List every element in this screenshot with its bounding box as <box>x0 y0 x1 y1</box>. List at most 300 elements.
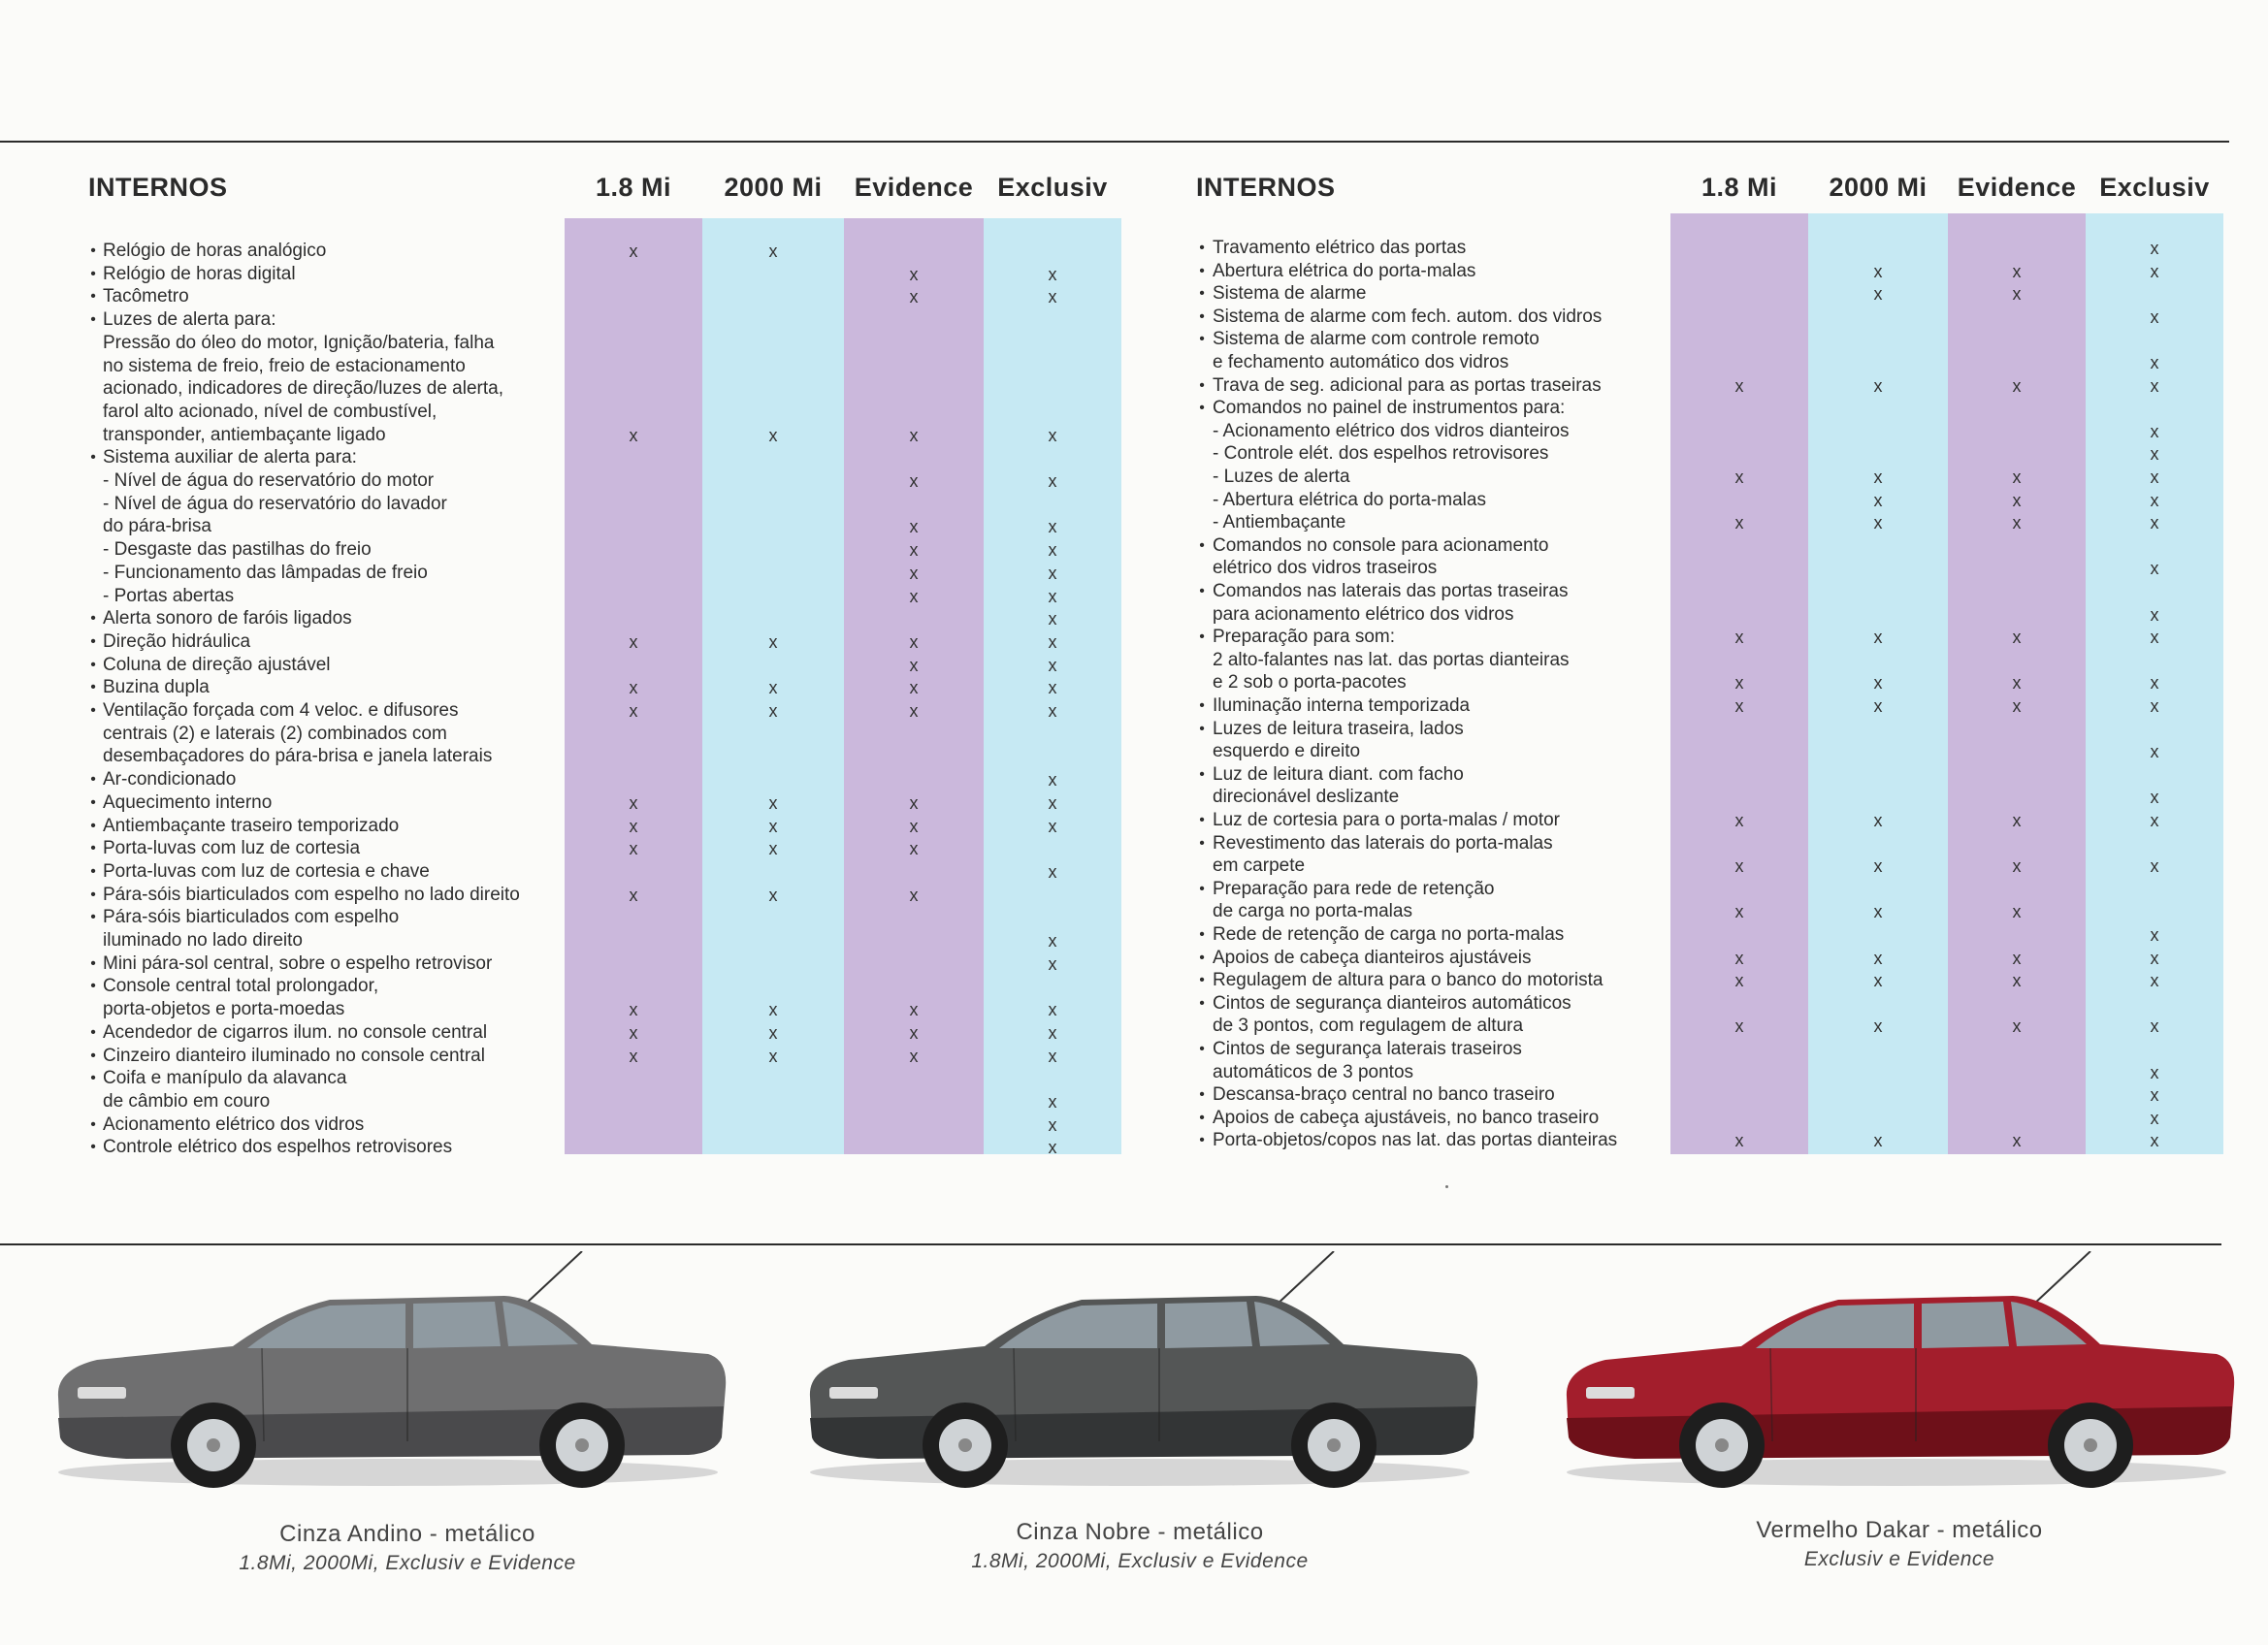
availability-mark: x <box>2012 1131 2022 1151</box>
availability-mark: x <box>1734 468 1744 487</box>
feature-label: Sistema de alarme com controle remoto <box>1213 329 1539 350</box>
bullet: • <box>90 840 96 857</box>
availability-mark: x <box>2012 261 2022 281</box>
feature-label: Mini pára-sol central, sobre o espelho retrovisor <box>103 952 493 974</box>
availability-mark: x <box>2012 513 2022 533</box>
availability-mark: x <box>2150 1016 2159 1037</box>
feature-label: Porta-luvas com luz de cortesia e chave <box>103 860 430 882</box>
availability-mark: x <box>629 1022 638 1043</box>
feature-row <box>0 900 2231 923</box>
availability-mark: x <box>768 816 778 836</box>
bullet: • <box>90 679 96 696</box>
column-header: 2000 Mi <box>1829 173 1928 202</box>
feature-row <box>0 1061 2231 1084</box>
bullet: • <box>90 909 96 926</box>
availability-mark: x <box>1048 816 1057 836</box>
availability-mark: x <box>768 678 778 698</box>
availability-mark: x <box>909 517 919 537</box>
feature-row <box>0 992 2231 1016</box>
availability-mark: x <box>629 242 638 261</box>
availability-mark: x <box>2012 284 2022 305</box>
availability-mark: x <box>909 816 919 836</box>
bullet: • <box>90 265 96 282</box>
feature-row <box>0 832 2231 855</box>
feature-label: Apoios de cabeça ajustáveis, no banco traseiro <box>1213 1107 1600 1128</box>
feature-label: Comandos no console para acionamento <box>1213 534 1549 556</box>
bullet: • <box>1199 1109 1205 1126</box>
feature-label: Ventilação forçada com 4 veloc. e difusores <box>103 700 459 721</box>
feature-label: Abertura elétrica do porta-malas <box>1213 260 1476 281</box>
availability-mark: x <box>768 701 778 721</box>
column-header: Exclusiv <box>2099 173 2210 202</box>
feature-label: Regulagem de altura para o banco do motorista <box>1213 970 1604 991</box>
availability-mark: x <box>2150 468 2159 487</box>
bullet: • <box>1199 536 1205 554</box>
car-versions: 1.8Mi, 2000Mi, Exclusiv e Evidence <box>239 1552 576 1574</box>
availability-mark: x <box>2150 261 2159 281</box>
feature-label: centrais (2) e laterais (2) combinados com <box>103 723 447 744</box>
availability-mark: x <box>1873 490 1883 510</box>
feature-label: Relógio de horas digital <box>103 263 296 284</box>
availability-mark: x <box>2012 490 2022 510</box>
feature-label: - Desgaste das pastilhas do freio <box>103 539 372 561</box>
availability-mark: x <box>2150 490 2159 510</box>
availability-mark: x <box>909 885 919 905</box>
availability-mark: x <box>629 839 638 859</box>
bullet: • <box>90 1047 96 1064</box>
feature-label: acionado, indicadores de direção/luzes de alerta, <box>103 378 503 400</box>
feature-label: Aquecimento interno <box>103 791 273 813</box>
availability-mark: x <box>909 631 919 652</box>
bullet: • <box>1199 1132 1205 1149</box>
bullet: • <box>1199 972 1205 989</box>
availability-mark: x <box>1734 902 1744 922</box>
availability-mark: x <box>768 425 778 445</box>
availability-mark: x <box>2150 628 2159 648</box>
feature-row <box>0 671 2231 694</box>
availability-mark: x <box>1734 673 1744 693</box>
bullet: • <box>1199 765 1205 783</box>
feature-label: Iluminação interna temporizada <box>1213 695 1471 716</box>
availability-mark: x <box>1048 1022 1057 1043</box>
feature-label: para acionamento elétrico dos vidros <box>1213 603 1514 625</box>
bullet: • <box>90 771 96 789</box>
feature-label: no sistema de freio, freio de estacionamento <box>103 355 466 376</box>
bullet: • <box>1199 262 1205 279</box>
bullet: • <box>90 1115 96 1133</box>
feature-row <box>0 740 2231 763</box>
feature-label: automáticos de 3 pontos <box>1213 1061 1414 1082</box>
availability-mark: x <box>1734 696 1744 716</box>
feature-label: Travamento elétrico das portas <box>1213 238 1467 258</box>
car-1 <box>39 1251 737 1503</box>
availability-mark: x <box>909 701 919 721</box>
bullet: • <box>90 242 96 259</box>
availability-mark: x <box>909 540 919 561</box>
feature-label: Preparação para rede de retenção <box>1213 878 1495 899</box>
feature-row <box>0 1083 2231 1107</box>
availability-mark: x <box>629 1000 638 1020</box>
feature-label: Luzes de leitura traseira, lados <box>1213 718 1464 739</box>
availability-mark: x <box>1873 696 1883 716</box>
availability-mark: x <box>2012 696 2022 716</box>
bullet: • <box>1199 1086 1205 1104</box>
availability-mark: x <box>2150 788 2159 808</box>
feature-row <box>0 260 2231 283</box>
availability-mark: x <box>909 792 919 813</box>
section-title: INTERNOS <box>1196 173 1336 202</box>
availability-mark: x <box>1873 948 1883 968</box>
feature-label: - Nível de água do reservatório do motor <box>103 470 435 491</box>
car-color-name: Cinza Andino - metálico <box>279 1521 535 1547</box>
feature-label: Alerta sonoro de faróis ligados <box>103 608 352 629</box>
car-versions: 1.8Mi, 2000Mi, Exclusiv e Evidence <box>971 1550 1309 1572</box>
feature-row <box>0 511 2231 534</box>
feature-label: Pára-sóis biarticulados com espelho no lado direito <box>103 884 520 905</box>
feature-row <box>0 878 2231 901</box>
availability-mark: x <box>1873 261 1883 281</box>
feature-row <box>0 969 2231 992</box>
availability-mark: x <box>909 471 919 491</box>
bullet: • <box>90 449 96 467</box>
feature-row <box>0 786 2231 809</box>
feature-label: Rede de retenção de carga no porta-malas <box>1213 924 1565 945</box>
availability-mark: x <box>1873 468 1883 487</box>
bullet: • <box>1199 880 1205 897</box>
availability-mark: x <box>768 792 778 813</box>
feature-label: Ar-condicionado <box>103 769 237 790</box>
availability-mark: x <box>1873 513 1883 533</box>
car-color-name: Vermelho Dakar - metálico <box>1756 1517 2043 1543</box>
bullet: • <box>1199 240 1205 256</box>
feature-label: de câmbio em couro <box>103 1090 271 1112</box>
bullet: • <box>1199 285 1205 303</box>
availability-mark: x <box>2150 811 2159 830</box>
availability-mark: x <box>2150 239 2159 258</box>
availability-mark: x <box>768 839 778 859</box>
feature-label: - Controle elét. dos espelhos retrovisores <box>1213 443 1549 465</box>
column-header: 2000 Mi <box>724 173 823 202</box>
car-3 <box>1547 1251 2246 1503</box>
availability-mark: x <box>629 678 638 698</box>
feature-row <box>0 603 2231 627</box>
availability-mark: x <box>1734 948 1744 968</box>
availability-mark: x <box>1048 701 1057 721</box>
feature-label: - Acionamento elétrico dos vidros dianteiros <box>1213 420 1570 441</box>
feature-row <box>0 1107 2231 1130</box>
feature-label: do pára-brisa <box>103 516 211 537</box>
availability-mark: x <box>1734 375 1744 396</box>
availability-mark: x <box>768 242 778 261</box>
feature-label: - Nível de água do reservatório do lavador <box>103 493 447 514</box>
feature-row <box>0 855 2231 878</box>
feature-row <box>0 442 2231 466</box>
availability-mark: x <box>1048 770 1057 790</box>
availability-mark: x <box>909 563 919 583</box>
availability-mark: x <box>909 425 919 445</box>
availability-mark: x <box>1873 971 1883 991</box>
availability-mark: x <box>2150 1108 2159 1128</box>
bullet: • <box>1199 1041 1205 1057</box>
feature-label: elétrico dos vidros traseiros <box>1213 558 1438 579</box>
feature-row <box>0 718 2231 741</box>
bullet: • <box>1199 926 1205 943</box>
bullet: • <box>90 311 96 329</box>
availability-mark: x <box>1734 1131 1744 1151</box>
availability-mark: x <box>1048 1046 1057 1066</box>
feature-label: - Funcionamento das lâmpadas de freio <box>103 562 428 583</box>
feature-label: Revestimento das laterais do porta-malas <box>1213 832 1553 854</box>
bullet: • <box>90 1139 96 1156</box>
availability-mark: x <box>1048 1091 1057 1112</box>
bottom-rule <box>0 1243 2221 1245</box>
availability-mark: x <box>2150 742 2159 762</box>
availability-mark: x <box>1734 1016 1744 1037</box>
availability-mark: x <box>629 816 638 836</box>
column-header: Evidence <box>1957 173 2077 202</box>
feature-label: Porta-luvas com luz de cortesia <box>103 838 361 859</box>
bullet: • <box>90 656 96 673</box>
feature-row <box>0 923 2231 947</box>
feature-label: Tacômetro <box>103 286 189 307</box>
feature-label: e fechamento automático dos vidros <box>1213 352 1509 372</box>
bullet: • <box>1199 812 1205 828</box>
feature-label: Luzes de alerta para: <box>103 309 276 331</box>
feature-label: Sistema de alarme com fech. autom. dos vidros <box>1213 306 1603 327</box>
feature-label: Preparação para som: <box>1213 627 1395 648</box>
feature-label: Acionamento elétrico dos vidros <box>103 1113 365 1135</box>
paper-speck <box>1445 1185 1448 1188</box>
feature-label: - Luzes de alerta <box>1213 467 1350 487</box>
availability-mark: x <box>2150 375 2159 396</box>
availability-mark: x <box>1873 902 1883 922</box>
feature-row <box>0 237 2231 260</box>
feature-label: - Abertura elétrica do porta-malas <box>1213 489 1486 510</box>
availability-mark: x <box>1873 1131 1883 1151</box>
feature-label: farol alto acionado, nível de combustível, <box>103 401 437 422</box>
availability-mark: x <box>2150 421 2159 441</box>
availability-mark: x <box>629 1046 638 1066</box>
availability-mark: x <box>1734 628 1744 648</box>
feature-label: Cintos de segurança laterais traseiros <box>1213 1039 1522 1059</box>
availability-mark: x <box>2150 604 2159 625</box>
feature-label: Comandos no painel de instrumentos para: <box>1213 398 1566 419</box>
availability-mark: x <box>2150 513 2159 533</box>
car-color-name: Cinza Nobre - metálico <box>1016 1519 1264 1545</box>
availability-mark: x <box>909 586 919 606</box>
availability-mark: x <box>1048 931 1057 951</box>
feature-label: esquerdo e direito <box>1213 741 1361 762</box>
bullet: • <box>90 793 96 811</box>
availability-mark: x <box>2150 444 2159 465</box>
feature-row <box>0 809 2231 832</box>
feature-label: Comandos nas laterais das portas traseiras <box>1213 581 1569 601</box>
availability-mark: x <box>768 885 778 905</box>
feature-label: em carpete <box>1213 855 1306 877</box>
bullet: • <box>1199 400 1205 417</box>
feature-row <box>0 557 2231 580</box>
bullet: • <box>90 978 96 995</box>
bullet: • <box>90 954 96 972</box>
feature-label: de carga no porta-malas <box>1213 901 1412 922</box>
feature-row <box>0 626 2231 649</box>
feature-label: Sistema de alarme <box>1213 283 1367 305</box>
availability-mark: x <box>2150 948 2159 968</box>
bullet: • <box>90 862 96 880</box>
availability-mark: x <box>1048 655 1057 675</box>
availability-mark: x <box>1873 284 1883 305</box>
availability-mark: x <box>909 655 919 675</box>
bullet: • <box>90 1023 96 1041</box>
feature-label: Pressão do óleo do motor, Ignição/bateria, falha <box>103 332 495 353</box>
availability-mark: x <box>1734 856 1744 877</box>
availability-mark: x <box>909 678 919 698</box>
availability-mark: x <box>2012 673 2022 693</box>
bullet: • <box>1199 307 1205 325</box>
availability-mark: x <box>909 1000 919 1020</box>
availability-mark: x <box>2150 925 2159 945</box>
feature-row <box>0 534 2231 558</box>
availability-mark: x <box>2012 971 2022 991</box>
availability-mark: x <box>1048 792 1057 813</box>
feature-label: 2 alto-falantes nas lat. das portas dianteiras <box>1213 649 1570 670</box>
availability-mark: x <box>2150 1085 2159 1106</box>
availability-mark: x <box>2150 1131 2159 1151</box>
feature-row <box>0 649 2231 672</box>
availability-mark: x <box>629 792 638 813</box>
feature-row <box>0 580 2231 603</box>
feature-row <box>0 328 2231 351</box>
feature-row <box>0 420 2231 443</box>
bullet: • <box>90 288 96 306</box>
bullet: • <box>1199 376 1205 394</box>
feature-label: iluminado no lado direito <box>103 930 303 951</box>
column-header: 1.8 Mi <box>1701 173 1778 202</box>
feature-label: Luz de leitura diant. com facho <box>1213 763 1464 785</box>
feature-row <box>0 397 2231 420</box>
feature-row <box>0 282 2231 306</box>
feature-label: Relógio de horas analógico <box>103 241 327 261</box>
feature-label: Cintos de segurança dianteiros automáticos <box>1213 992 1571 1014</box>
feature-label: Controle elétrico dos espelhos retrovisores <box>103 1137 453 1158</box>
availability-mark: x <box>2012 375 2022 396</box>
bullet: • <box>90 1070 96 1087</box>
feature-label: Descansa-braço central no banco traseiro <box>1213 1084 1555 1106</box>
availability-mark: x <box>909 1046 919 1066</box>
availability-mark: x <box>909 839 919 859</box>
feature-row <box>0 1129 2231 1152</box>
feature-label: de 3 pontos, com regulagem de altura <box>1213 1016 1524 1037</box>
availability-mark: x <box>909 264 919 284</box>
bullet: • <box>90 886 96 903</box>
availability-mark: x <box>768 1022 778 1043</box>
availability-mark: x <box>1873 811 1883 830</box>
feature-row <box>0 351 2231 374</box>
availability-mark: x <box>1734 513 1744 533</box>
bullet: • <box>1199 994 1205 1012</box>
availability-mark: x <box>1734 971 1744 991</box>
availability-mark: x <box>2150 353 2159 372</box>
availability-mark: x <box>1048 425 1057 445</box>
availability-mark: x <box>2012 468 2022 487</box>
column-header: 1.8 Mi <box>595 173 672 202</box>
availability-mark: x <box>1048 609 1057 629</box>
availability-mark: x <box>2150 559 2159 579</box>
feature-label: Porta-objetos/copos nas lat. das portas dianteiras <box>1213 1130 1618 1151</box>
availability-mark: x <box>2150 696 2159 716</box>
bullet: • <box>1199 331 1205 348</box>
availability-mark: x <box>1048 631 1057 652</box>
feature-row <box>0 466 2231 489</box>
availability-mark: x <box>1048 1000 1057 1020</box>
availability-mark: x <box>629 425 638 445</box>
feature-label: Acendedor de cigarros ilum. no console central <box>103 1021 488 1043</box>
availability-mark: x <box>2012 1016 2022 1037</box>
availability-mark: x <box>1048 678 1057 698</box>
bullet: • <box>1199 949 1205 966</box>
feature-label: Console central total prolongador, <box>103 976 379 997</box>
availability-mark: x <box>1873 1016 1883 1037</box>
availability-mark: x <box>2012 811 2022 830</box>
availability-mark: x <box>2012 948 2022 968</box>
feature-label: Apoios de cabeça dianteiros ajustáveis <box>1213 947 1532 968</box>
feature-row <box>0 947 2231 970</box>
feature-label: desembaçadores do pára-brisa e janela laterais <box>103 746 493 767</box>
feature-label: porta-objetos e porta-moedas <box>103 999 345 1020</box>
availability-mark: x <box>1048 953 1057 974</box>
feature-row <box>0 306 2231 329</box>
availability-mark: x <box>909 287 919 307</box>
availability-mark: x <box>1873 375 1883 396</box>
availability-mark: x <box>1048 264 1057 284</box>
feature-label: Cinzeiro dianteiro iluminado no console central <box>103 1045 485 1066</box>
availability-mark: x <box>1734 811 1744 830</box>
availability-mark: x <box>1048 563 1057 583</box>
bullet: • <box>1199 834 1205 852</box>
feature-label: - Portas abertas <box>103 585 235 606</box>
availability-mark: x <box>1048 287 1057 307</box>
feature-label: Trava de seg. adicional para as portas traseiras <box>1213 374 1602 396</box>
availability-mark: x <box>768 1046 778 1066</box>
bullet: • <box>1199 629 1205 646</box>
feature-row <box>0 1015 2231 1038</box>
feature-label: Buzina dupla <box>103 677 210 698</box>
feature-label: Direção hidráulica <box>103 630 251 652</box>
bullet: • <box>90 702 96 719</box>
feature-row <box>0 694 2231 718</box>
availability-mark: x <box>2150 856 2159 877</box>
availability-mark: x <box>768 631 778 652</box>
bullet: • <box>1199 583 1205 599</box>
bullet: • <box>1199 720 1205 737</box>
availability-mark: x <box>1048 586 1057 606</box>
availability-mark: x <box>1873 673 1883 693</box>
availability-mark: x <box>1048 471 1057 491</box>
feature-row <box>0 1038 2231 1061</box>
feature-label: e 2 sob o porta-pacotes <box>1213 672 1407 693</box>
feature-label: Coifa e manípulo da alavanca <box>103 1068 347 1089</box>
feature-label: - Antiembaçante <box>1213 512 1346 533</box>
top-rule <box>0 141 2229 143</box>
feature-label: transponder, antiembaçante ligado <box>103 424 386 445</box>
feature-label: Sistema auxiliar de alerta para: <box>103 447 357 468</box>
availability-mark: x <box>2150 306 2159 327</box>
availability-mark: x <box>1873 628 1883 648</box>
availability-mark: x <box>1048 1114 1057 1135</box>
availability-mark: x <box>629 631 638 652</box>
availability-mark: x <box>1048 540 1057 561</box>
column-header: Exclusiv <box>997 173 1108 202</box>
